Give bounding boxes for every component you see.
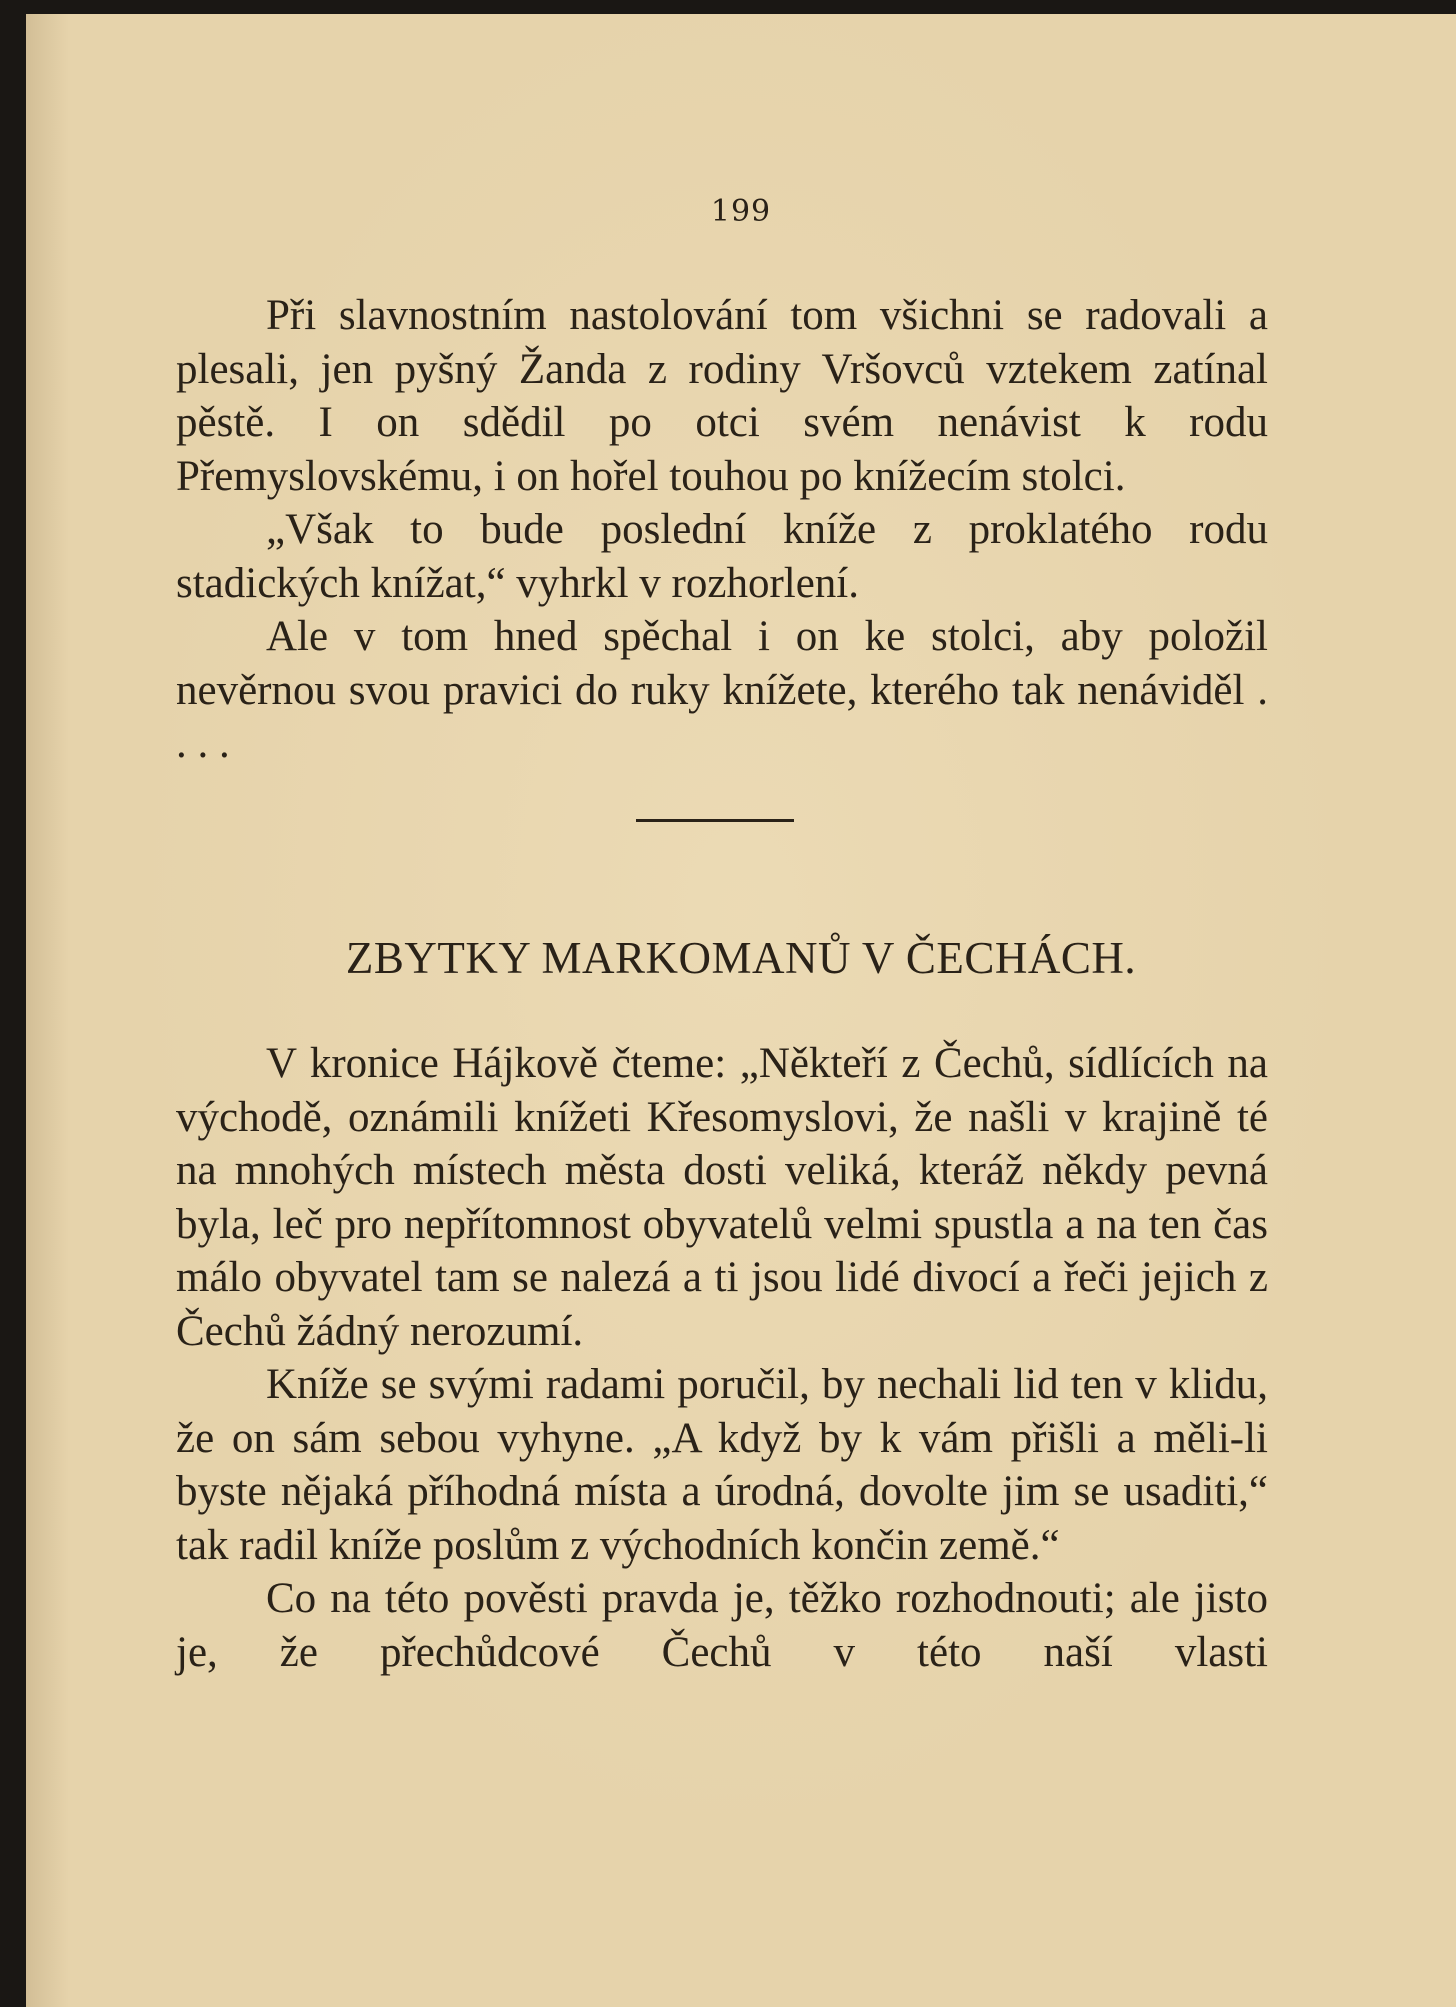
paragraph: Co na této pověsti pravda je, těžko rozhodnouti; ale jisto je, že přechůdcové Čechů v této naší vlasti — [176, 1575, 1268, 1676]
top-text-block — [176, 289, 1268, 771]
page-number: 199 — [710, 194, 772, 229]
paragraph: Kníže se svými radami poručil, by nechali lid ten v klidu, že on sám sebou vyhyne. „A když by k vám přišli a měli-li byste nějaká příhodná místa a úrodná, dovolte jim se usaditi,“ tak radil kníže poslům z východních končin země.“ — [176, 1361, 1268, 1569]
paragraph: Při slavnostním nastolování tom všichni se radovali a plesali, jen pyšný Žanda z rodiny Vršovců vztekem zatínal pěstě. I on sdědil po otci svém nenávist k rodu Přemyslovskému, i on hořel touhou po knížecím stolci. — [176, 292, 1268, 500]
bottom-text-block — [176, 1037, 1268, 1679]
paragraph: Ale v tom hned spěchal i on ke stolci, aby položil nevěrnou svou pravici do ruky knížete, kterého tak nenáviděl . . . . — [176, 613, 1268, 767]
paragraph: „Však to bude poslední kníže z proklatého rodu stadických knížat,“ vyhrkl v rozhorlení. — [176, 506, 1268, 607]
paragraph: V kronice Hájkově čteme: „Někteří z Čechů, sídlících na východě, oznámili knížeti Křesomyslovi, že našli v krajině té na mnohých místech města dosti veliká, kteráž někdy pevná byla, leč pro nepřítomnost obyvatelů velmi spustla a na ten čas málo obyvatel tam se nalezá a ti jsou lidé divocí a řeči jejich z Čechů žádný nerozumí. — [176, 1040, 1268, 1355]
section-divider — [636, 819, 794, 822]
chapter-heading: ZBYTKY MARKOMANŮ V ČECHÁCH. — [345, 933, 1137, 983]
book-page — [26, 14, 1456, 2007]
